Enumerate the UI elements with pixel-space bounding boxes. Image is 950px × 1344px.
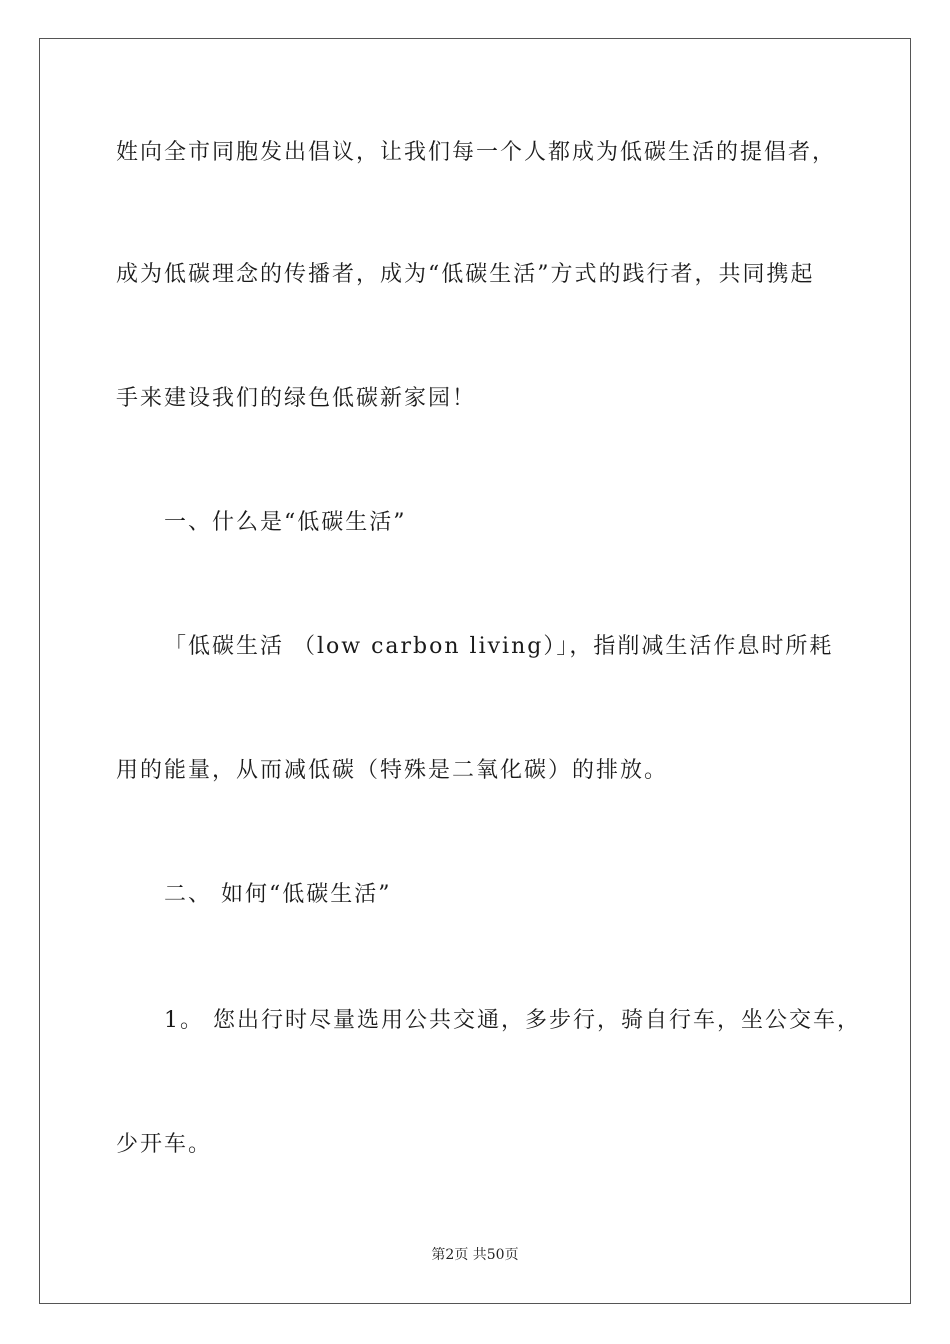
- body-line-6: 用的能量，从而减低碳（特殊是二氧化碳）的排放。: [116, 758, 669, 783]
- section-heading-2: 二、 如何“低碳生活”: [164, 882, 392, 907]
- body-line-1: 姓向全市同胞发出倡议，让我们每一个人都成为低碳生活的提倡者，: [116, 140, 837, 165]
- body-line-9: 少开车。: [116, 1132, 213, 1157]
- page-border: [39, 38, 911, 1304]
- body-line-8: 1。 您出行时尽量选用公共交通，多步行，骑自行车，坐公交车，: [164, 1008, 861, 1033]
- page-number-footer: 第2页 共50页: [431, 1247, 519, 1263]
- section-heading-1: 一、什么是“低碳生活”: [164, 510, 407, 535]
- body-line-5: 「低碳生活 （low carbon living）」，指削减生活作息时所耗: [164, 634, 834, 659]
- body-line-2: 成为低碳理念的传播者，成为“低碳生活”方式的践行者，共同携起: [116, 262, 815, 287]
- body-line-3: 手来建设我们的绿色低碳新家园！: [116, 386, 477, 411]
